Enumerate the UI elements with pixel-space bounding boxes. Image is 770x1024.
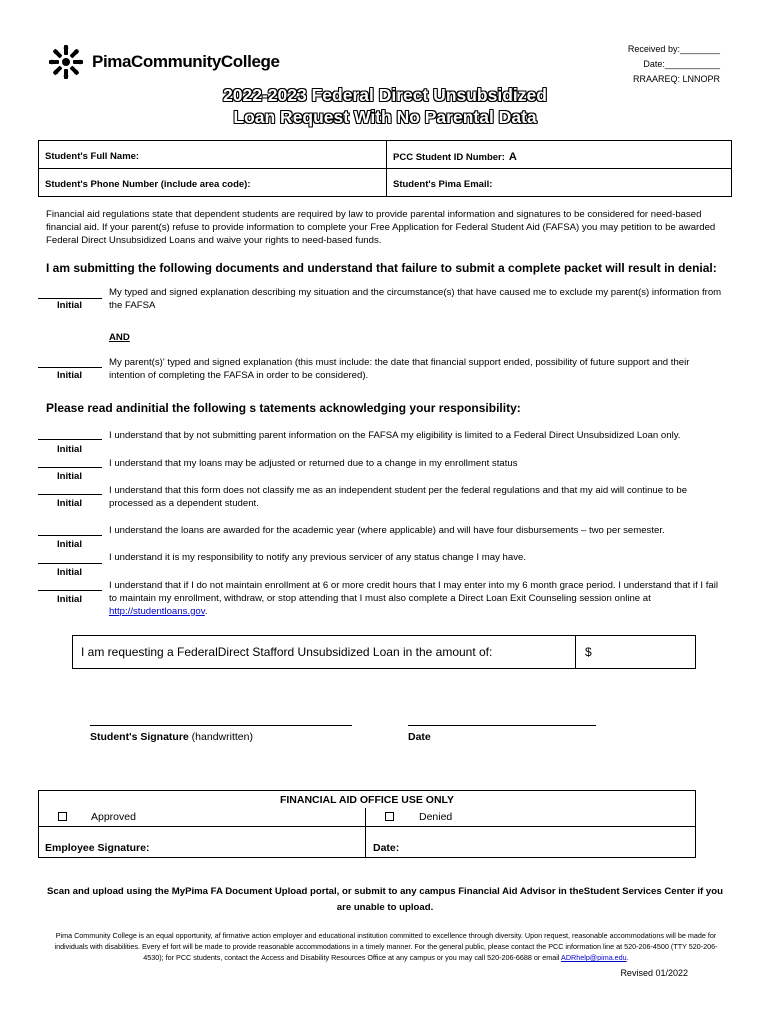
eo-text: Pima Community College is an equal opportunity, af firmative action employer and educational institution committed to excellence through diversity. Upon request, reasonable accommodations will be made for individuals with disabilities. Every ef fort will be made to provide reasonable accommodations in a timely manner. For the general public, please contact the PCC information line at 520-206-4500 (TTY 520-206-4530); for PCC students, contact the Access and Disability Resources Office at any campus or you may call 520-206-6688 or email [54,931,718,962]
form-code: RRAAREQ: LNNOPR [632,74,720,84]
signature-date-line[interactable] [408,725,596,726]
section1-heading: I am submitting the following documents and understand that failure to submit a complete packet will result in denial: [46,261,717,275]
adr-email-link[interactable]: ADRhelp@pima.edu [561,953,627,962]
form-title [0,84,770,128]
office-divider [365,808,366,858]
received-block [628,42,720,87]
statement-5: I understand it is my responsibility to notify any previous servicer of any status change I may have. [109,552,526,563]
initial-line-s6[interactable] [38,590,102,591]
initial-line-s5[interactable] [38,563,102,564]
college-name: PimaCommunityCollege [92,52,280,71]
office-row-divider [39,826,695,827]
upload-instructions: Scan and upload using the MyPima FA Document Upload portal, or submit to any campus Financial Aid Advisor in theStudent Services Center if you are unable to upload. [47,886,723,913]
eo-end: . [626,953,629,962]
student-info-table [38,140,732,197]
pima-logo-icon [48,44,84,80]
student-id-field[interactable] [387,141,731,168]
student-id-prefix: A [508,151,517,163]
employee-signature-label: Employee Signature: [45,842,150,854]
initial-label: Initial [56,370,82,381]
doc2-text: My parent(s)' typed and signed explanation (this must include: the date that financial support ended, possibility of future support and their intention of completing the FAFSA in order to be considered). [109,357,690,381]
statement-4: I understand the loans are awarded for the academic year (where applicable) and will have four disbursements – two per semester. [109,525,665,536]
initial-line-s2[interactable] [38,467,102,468]
title-line-2: Loan Request With No Parental Data [233,107,537,127]
signature-label-rest: (handwritten) [188,731,253,743]
initial-line-doc1[interactable] [38,298,102,299]
studentloans-link[interactable]: http://studentloans.gov [109,605,205,617]
statement-1: I understand that by not submitting parent information on the FAFSA my eligibility is limited to a Federal Direct Unsubsidized Loan only. [109,430,681,441]
office-date-label: Date: [373,842,400,854]
initial-label: Initial [56,471,82,482]
office-use-table [38,790,696,858]
intro-paragraph: Financial aid regulations state that dependent students are required by law to provide parental information and signatures to be considered for need-based financial aid. If your parent(s) refuse to provide information to complete your Free Application for Federal Student Aid (FAFSA) you may petition to be awarded Federal Direct Unsubsidized Loans and waive your rights to need-based funds. [46,209,716,247]
initial-label: Initial [56,444,82,455]
signature-label-bold: Student's Signature [90,731,189,743]
statement-6 [109,580,727,618]
denied-label: Denied [419,811,453,823]
student-id-label: PCC Student ID Number: [393,152,505,163]
section2-heading: Please read andinitial the following s tatements acknowledging your responsibility: [46,401,521,415]
initial-label: Initial [56,539,82,550]
phone-field[interactable] [39,169,387,197]
approved-label: Approved [91,811,136,823]
email-field[interactable] [387,169,731,197]
signature-date-label: Date [408,731,431,743]
equal-opportunity-statement [46,930,726,963]
and-label: AND [109,332,130,343]
initial-label: Initial [56,567,82,578]
statement-6-end: . [204,605,208,617]
amount-divider [575,636,576,668]
phone-label: Student's Phone Number (include area code): [45,179,251,190]
initial-line-s4[interactable] [38,535,102,536]
initial-label: Initial [56,594,82,605]
initial-label: Initial [56,498,82,509]
received-by: Received by:________ [627,44,720,54]
student-signature-line[interactable] [90,725,352,726]
received-date: Date:___________ [643,59,720,69]
approved-checkbox[interactable] [58,812,67,821]
statement-6-text: I understand that if I do not maintain enrollment at 6 or more credit hours that I may enter into my 6 month grace period. I understand that if I fail to maintain my enrollment, withdraw, or stop attending that I must also complete a Direct Loan Exit Counseling session online at [109,580,718,604]
loan-amount-box [72,635,696,669]
email-label: Student's Pima Email: [393,179,493,190]
office-use-header: FINANCIAL AID OFFICE USE ONLY [279,794,455,806]
initial-label: Initial [56,300,82,311]
full-name-field[interactable] [39,141,387,168]
statement-2: I understand that my loans may be adjusted or returned due to a change in my enrollment status [109,458,518,469]
statement-3: I understand that this form does not classify me as an independent student per the federal regulations and that my aid will continue to be processed as a dependent student. [109,485,688,509]
doc1-text: My typed and signed explanation describing my situation and the circumstance(s) that have caused me to exclude my parent(s) information from the FAFSA [109,287,722,311]
revised-date: Revised 01/2022 [620,968,688,978]
full-name-label: Student's Full Name: [45,151,140,162]
loan-amount-label: I am requesting a FederalDirect Stafford Unsubsidized Loan in the amount of: [81,645,493,659]
title-line-1: 2022-2023 Federal Direct Unsubsidized [223,85,547,105]
denied-checkbox[interactable] [385,812,394,821]
student-signature-label [90,731,253,743]
loan-amount-field[interactable]: $ [585,645,592,659]
initial-line-doc2[interactable] [38,367,102,368]
initial-line-s1[interactable] [38,439,102,440]
initial-line-s3[interactable] [38,494,102,495]
